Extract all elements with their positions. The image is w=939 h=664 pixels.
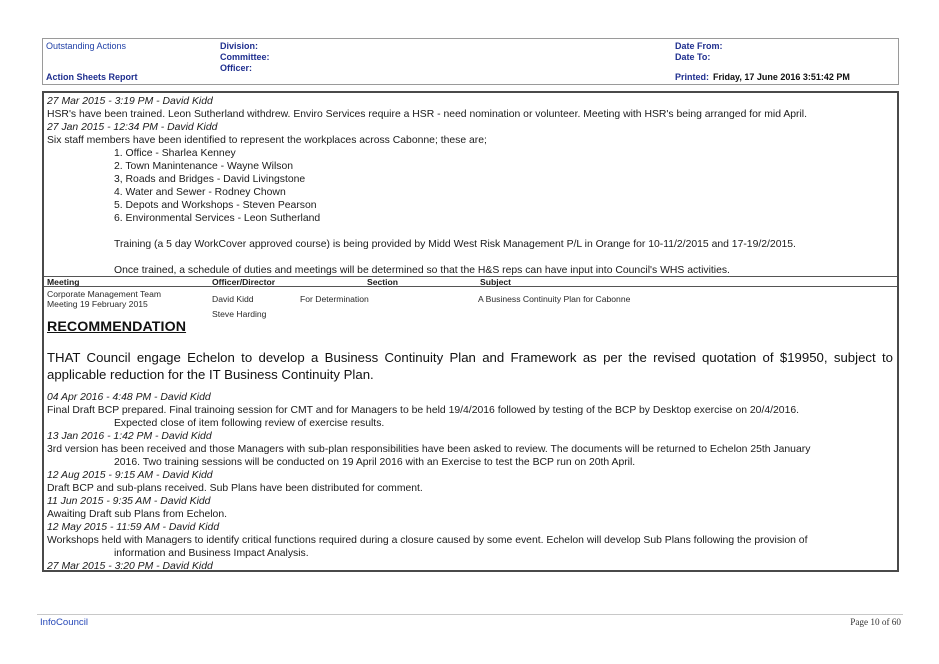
list-item: 2. Town Manintenance - Wayne Wilson [114, 161, 294, 172]
report-header [42, 38, 899, 85]
officer-cell: David Kidd [212, 294, 254, 304]
entry-date: 27 Mar 2015 - 3:19 PM - David Kidd [47, 96, 213, 107]
action-sheet-body [42, 91, 899, 572]
list-item: 4. Water and Sewer - Rodney Chown [114, 187, 286, 198]
section-cell: For Determination [300, 294, 369, 304]
entry-text: 3rd version has been received and those Managers with sub-plan responsibilities have been asked to review. The documents will be returned to Echelon 25th January [47, 444, 811, 455]
footer-divider [37, 614, 903, 615]
entry-text: information and Business Impact Analysis. [114, 548, 309, 559]
page-number: Page 10 of 60 [850, 617, 901, 627]
committee-label: Committee: [220, 52, 270, 62]
entry-text: Final Draft BCP prepared. Final trainoing session for CMT and for Managers to be held 19/4/2016 followed by testing of the BCP by Desktop exercise on 20/4/2016. [47, 405, 800, 416]
entry-date: 27 Jan 2015 - 12:34 PM - David Kidd [47, 122, 218, 133]
meeting-cell: Meeting 19 February 2015 [47, 299, 148, 309]
officer-cell: Steve Harding [212, 309, 267, 319]
recommendation-text: THAT Council engage Echelon to develop a Business Continuity Plan and Framework as per the revised quotation of $19950, subject to applicable reduction for the IT Business Continuity Plan. [47, 350, 893, 382]
footer-brand: InfoCouncil [40, 617, 88, 628]
printed-label: Printed: [675, 72, 710, 82]
entry-date: 13 Jan 2016 - 1:42 PM - David Kidd [47, 431, 212, 442]
subject-cell: A Business Continuity Plan for Cabonne [478, 294, 631, 304]
entry-text: Workshops held with Managers to identify critical functions required during a closure caused by some event. Echelon will develop Sub Plans following the provision of [47, 535, 808, 546]
once-trained-note: Once trained, a schedule of duties and meetings will be determined so that the H&S reps can have input into Council's WHS activities. [114, 265, 730, 276]
column-header-meeting: Meeting [47, 277, 80, 287]
recommendation-heading: RECOMMENDATION [47, 319, 187, 335]
meeting-table-header [44, 276, 897, 287]
meeting-cell: Corporate Management Team [47, 289, 162, 299]
entry-date: 12 Aug 2015 - 9:15 AM - David Kidd [47, 470, 213, 481]
entry-date: 11 Jun 2015 - 9:35 AM - David Kidd [47, 496, 211, 507]
entry-date: 04 Apr 2016 - 4:48 PM - David Kidd [47, 392, 211, 403]
entry-text: Awaiting Draft sub Plans from Echelon. [47, 509, 227, 520]
list-item: 6. Environmental Services - Leon Sutherland [114, 213, 321, 224]
entry-text: HSR's have been trained. Leon Sutherland withdrew. Enviro Services require a HSR - need nomination or volunteer. Meeting with HSR's being arranged for mid April. [47, 109, 807, 120]
training-note: Training (a 5 day WorkCover approved course) is being provided by Midd West Risk Management P/L in Orange for 10-11/2/2015 and 17-19/2/2015. [114, 239, 796, 250]
entry-text: Six staff members have been identified to represent the workplaces across Cabonne; these are; [47, 135, 487, 146]
entry-date: 12 May 2015 - 11:59 AM - David Kidd [47, 522, 220, 533]
date-from-label: Date From: [675, 41, 723, 51]
entry-text: Draft BCP and sub-plans received. Sub Plans have been distributed for comment. [47, 483, 423, 494]
printed-value: Friday, 17 June 2016 3:51:42 PM [713, 72, 850, 82]
list-item: 1. Office - Sharlea Kenney [114, 148, 236, 159]
column-header-subject: Subject [480, 277, 512, 287]
list-item: 3, Roads and Bridges - David Livingstone [114, 174, 306, 185]
officer-label: Officer: [220, 63, 253, 73]
date-to-label: Date To: [675, 52, 711, 62]
column-header-section: Section [367, 277, 399, 287]
division-label: Division: [220, 41, 259, 51]
outstanding-actions-label: Outstanding Actions [46, 41, 127, 51]
report-name: Action Sheets Report [46, 72, 138, 82]
entry-text: Expected close of item following review of exercise results. [114, 418, 385, 429]
entry-date: 27 Mar 2015 - 3:20 PM - David Kidd [47, 561, 213, 572]
list-item: 5. Depots and Workshops - Steven Pearson [114, 200, 317, 211]
column-header-officer: Officer/Director [212, 277, 276, 287]
entry-text: 2016. Two training sessions will be conducted on 19 April 2016 with an Exercise to test the BCP run on 20th April. [114, 457, 636, 468]
